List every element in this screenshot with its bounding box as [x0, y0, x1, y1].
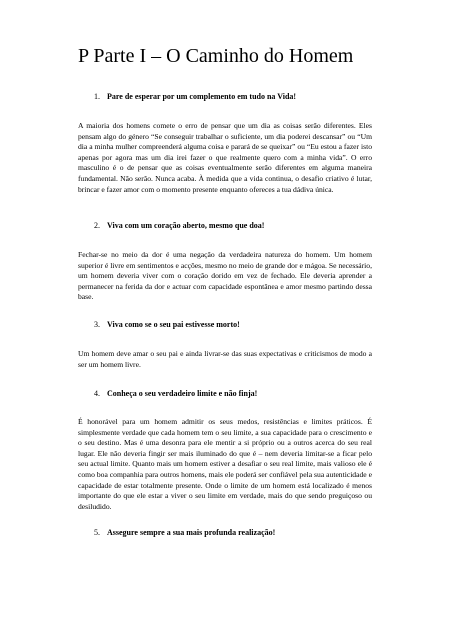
section-paragraph: É honorável para um homem admitir os seus medos, resistências e limites práticos. É simplesmente verdade que cada homem tem o seu limite, a sua capacidade para o crescimento e o seu destino. Mas é uma desonra para ele mentir a si próprio ou a outros acerca do seu real lugar. Ele não deveria fingir ser mais iluminado do que é – nem deveria limitar-se a ficar pelo seu actual limite. Quanto mais um homem estiver a desafiar o seu real limite, mais valioso ele é como boa companhia para outros homens, mais ele poderá ser confiável pela sua autenticidade e capacidade de estar totalmente presente. Onde o limite de um homem está localizado é menos importante do que ele estar a viver o seu limite em verdade, mais do que sendo preguiçoso ou desiludido. [78, 417, 372, 511]
section-paragraph: A maioria dos homens comete o erro de pensar que um dia as coisas serão diferentes. Eles pensam algo do género “Se conseguir trabalhar o suficiente, um dia poderei descansar” ou “Um dia a minha mulher compreenderá alguma coisa e parará de se queixar” ou “Eu estou a fazer isto apenas por agora mas um dia irei fazer o que realmente quero com a minha vida”. O erro masculino é o de pensar que as coisas eventualmente serão diferentes em alguma maneira fundamental. Não serão. Nunca acaba. À medida que a vida continua, o desafio criativo é lutar, brincar e fazer amor com o momento presente enquanto ofereces a tua dádiva única. [78, 121, 372, 194]
section-heading [94, 528, 275, 538]
section-number: 2. [94, 221, 100, 230]
section-heading [94, 320, 240, 330]
page-title: P Parte I – O Caminho do Homem [78, 45, 354, 67]
section-heading-text: Viva com um coração aberto, mesmo que doa! [107, 221, 265, 230]
section-heading-text: Pare de esperar por um complemento em tudo na Vida! [107, 92, 297, 101]
section-number: 3. [94, 320, 100, 329]
section-heading [94, 221, 264, 231]
section-number: 4. [94, 389, 100, 398]
section-number: 1. [94, 92, 100, 101]
section-heading-text: Conheça o seu verdadeiro limite e não finja! [107, 389, 258, 398]
section-heading-text: Viva como se o seu pai estivesse morto! [107, 320, 240, 329]
section-paragraph: Um homem deve amar o seu pai e ainda livrar-se das suas expectativas e criticismos de modo a ser um homem livre. [78, 349, 372, 369]
section-heading [94, 389, 257, 399]
section-paragraph: Fechar-se no meio da dor é uma negação da verdadeira natureza do homem. Um homem superior é livre em sentimentos e acções, mesmo no meio de grande dor e mágoa. Se necessário, um homem deveria viver com o coração dorido em vez de fechado. Ele deveria aprender a permanecer na ferida da dor e actuar com capacidade espontânea e amor mesmo partindo dessa base. [78, 250, 372, 302]
section-number: 5. [94, 528, 100, 537]
section-heading [94, 92, 296, 102]
section-heading-text: Assegure sempre a sua mais profunda realização! [107, 528, 276, 537]
